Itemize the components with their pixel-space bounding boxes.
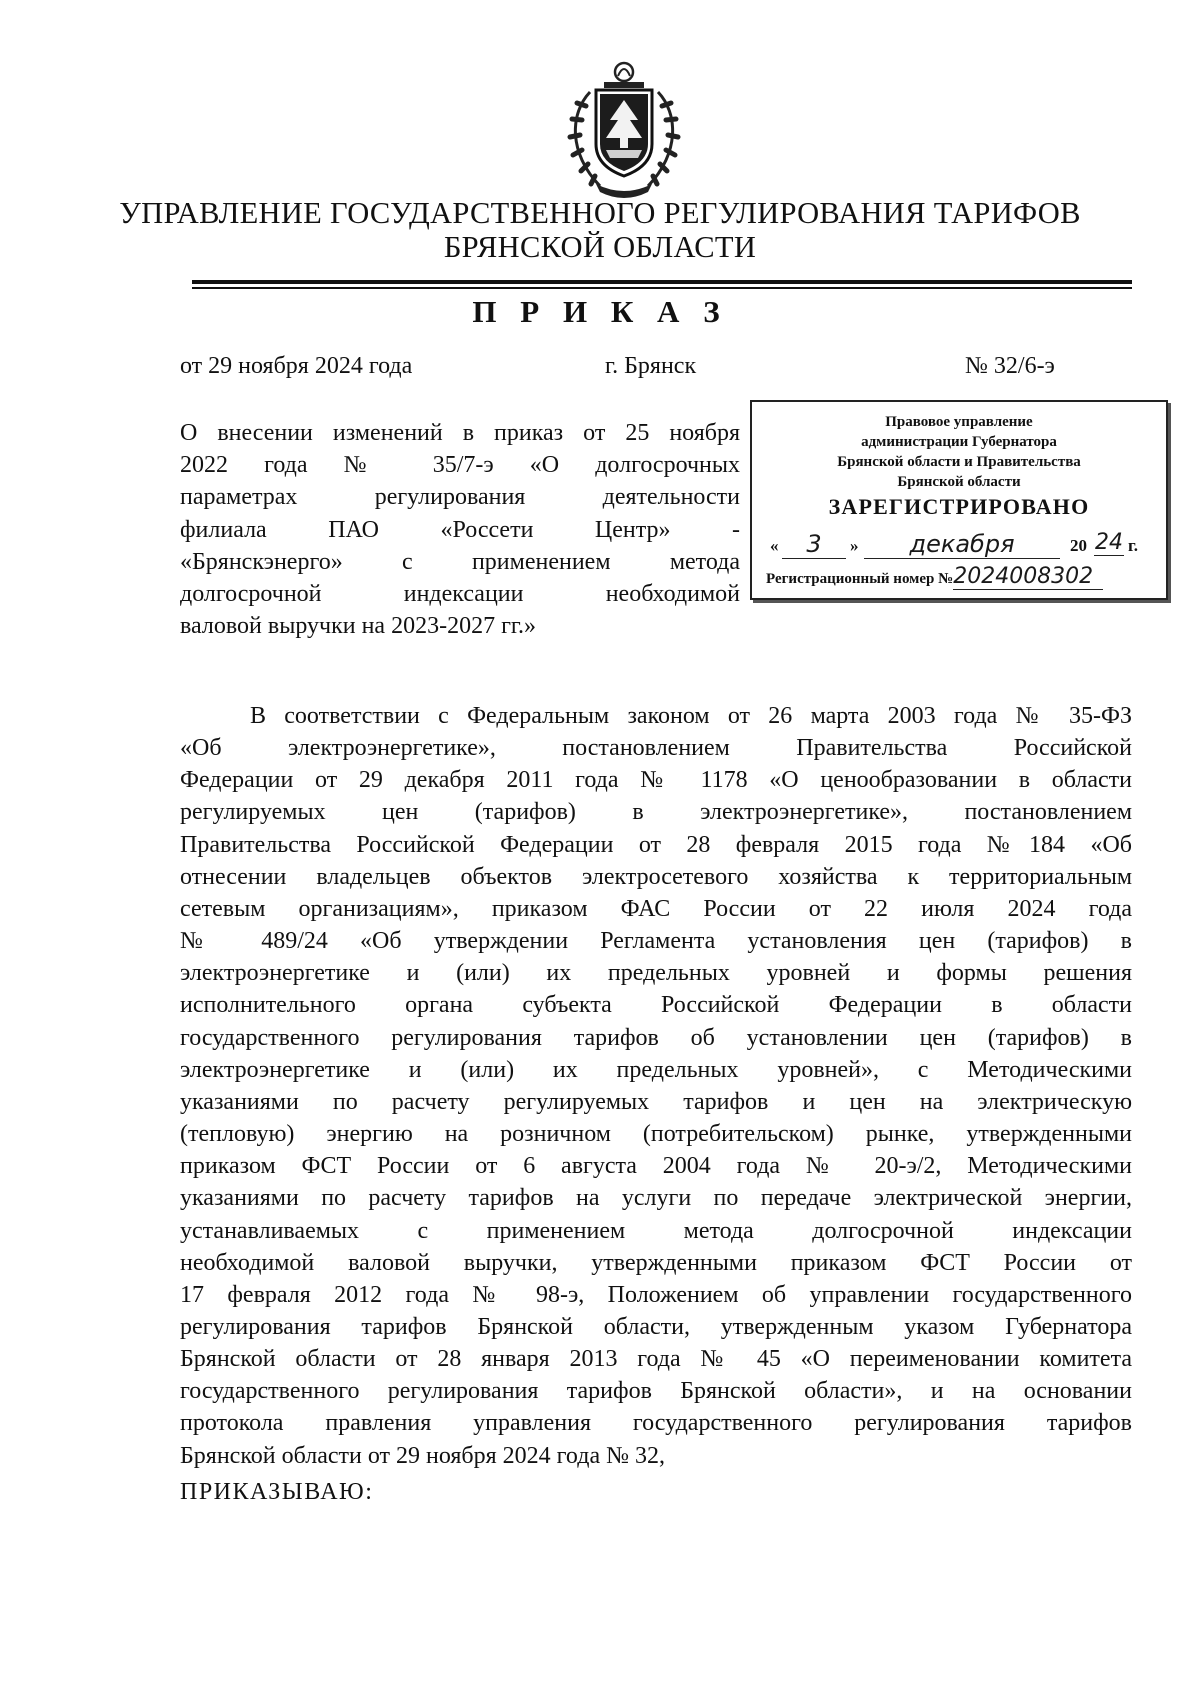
subject-line: филиала ПАО «Россети Центр» - <box>180 516 740 543</box>
body-line: В соответствии с Федеральным законом от 26 марта 2003 года № 35-ФЗ <box>250 703 1132 729</box>
body-line: протокола правления управления государственного регулирования тарифов <box>180 1410 1132 1437</box>
stamp-year-prefix: 20 <box>1070 536 1087 555</box>
body-line: «Об электроэнергетике», постановлением Правительства Российской <box>180 735 1132 762</box>
body-line: государственного регулирования тарифов Брянской области», и на основании <box>180 1378 1132 1405</box>
body-line: 17 февраля 2012 года № 98-э, Положением об управлении государственного <box>180 1281 1132 1308</box>
stamp-reg-label: Регистрационный номер № <box>766 571 954 587</box>
body-line: (тепловую) энергию на розничном (потребительском) рынке, утвержденными <box>180 1121 1132 1148</box>
subject-line: долгосрочной индексации необходимой <box>180 581 740 608</box>
stamp-date <box>770 530 1152 558</box>
agency-name-line2: БРЯНСКОЙ ОБЛАСТИ <box>443 230 757 264</box>
body-line: Брянской области от 29 ноября 2024 года № 32, <box>180 1442 665 1469</box>
stamp-year-unit: г. <box>1128 536 1139 555</box>
document-place: г. Брянск <box>605 353 697 379</box>
header-divider <box>192 280 1132 284</box>
body-line: Правительства Российской Федерации от 28 февраля 2015 года №184 «Об <box>180 831 1132 858</box>
stamp-day: 3 <box>782 530 846 559</box>
body-line: № 489/24 «Об утверждении Регламента установления цен (тарифов) в <box>180 928 1132 955</box>
body-line: приказом ФСТ России от 6 августа 2004 года № 20-э/2, Методическими <box>180 1153 1132 1180</box>
stamp-org-line: администрации Губернатора <box>861 434 1057 450</box>
body-line: указаниями по расчету регулируемых тарифов и цен на электрическую <box>180 1088 1132 1115</box>
body-line: Федерации от 29 декабря 2011 года № 1178 «О ценообразовании в области <box>180 767 1132 794</box>
stamp-registration-row <box>766 564 1156 590</box>
stamp-status: ЗАРЕГИСТРИРОВАНО <box>828 494 1090 519</box>
stamp-quote-close: » <box>850 536 859 555</box>
body-line: государственного регулирования тарифов об установлении цен (тарифов) в <box>180 1024 1132 1051</box>
body-line: исполнительного органа субъекта Российской Федерации в области <box>180 992 1132 1019</box>
coat-of-arms-icon <box>560 58 688 200</box>
subject-line: «Брянскэнерго» с применением метода <box>180 548 740 575</box>
body-line: устанавливаемых с применением метода долгосрочной индексации <box>180 1217 1132 1244</box>
document-body <box>180 700 1132 1472</box>
stamp-month: декабря <box>864 530 1060 559</box>
order-directive: ПРИКАЗЫВАЮ: <box>180 1479 374 1505</box>
subject-line: параметрах регулирования деятельности <box>180 484 740 511</box>
agency-name <box>0 196 1200 264</box>
stamp-year-suffix: 24 <box>1095 530 1123 555</box>
document-date: от 29 ноября 2024 года <box>180 353 413 379</box>
body-line: электроэнергетике и (или) их предельных уровней и формы решения <box>180 960 1132 987</box>
body-line: регулируемых цен (тарифов) в электроэнергетике», постановлением <box>180 799 1132 826</box>
stamp-reg-number: 2024008302 <box>953 564 1103 590</box>
body-line: электроэнергетике и (или) их предельных уровней», с Методическими <box>180 1056 1132 1083</box>
body-line: регулирования тарифов Брянской области, утвержденным указом Губернатора <box>180 1313 1132 1340</box>
document-subject <box>180 417 740 642</box>
subject-line: валовой выручки на 2023-2027 гг.» <box>180 613 537 640</box>
body-line: отнесении владельцев объектов электросетевого хозяйства к территориальным <box>180 863 1132 890</box>
body-line: указаниями по расчету тарифов на услуги по передаче электрической энергии, <box>180 1185 1132 1212</box>
agency-name-line1: УПРАВЛЕНИЕ ГОСУДАРСТВЕННОГО РЕГУЛИРОВАНИЯ ТАРИФОВ <box>119 196 1081 230</box>
body-line: сетевым организациям», приказом ФАС России от 22 июля 2024 года <box>180 895 1132 922</box>
stamp-org-line: Брянской области и Правительства <box>837 454 1081 470</box>
stamp-quote-open: « <box>770 536 779 555</box>
body-line: Брянской области от 28 января 2013 года № 45 «О переименовании комитета <box>180 1346 1132 1373</box>
registration-stamp <box>750 400 1168 600</box>
stamp-org-line: Правовое управление <box>885 414 1033 430</box>
subject-line: 2022 года № 35/7-э «О долгосрочных <box>180 452 740 479</box>
body-line: необходимой валовой выручки, утвержденными приказом ФСТ России от <box>180 1249 1132 1276</box>
header-divider-thin <box>192 287 1132 289</box>
stamp-org-line: Брянской области <box>897 474 1021 490</box>
document-number: № 32/6-э <box>965 353 1055 379</box>
subject-line: О внесении изменений в приказ от 25 ноября <box>180 420 740 446</box>
document-title: П Р И К А З <box>472 294 728 329</box>
